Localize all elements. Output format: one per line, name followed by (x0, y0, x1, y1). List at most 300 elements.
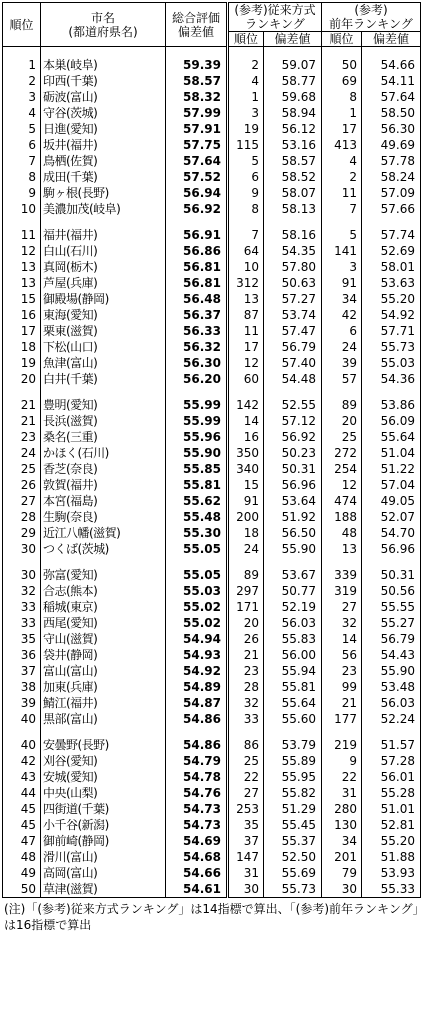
score-cell: 55.90 (166, 445, 228, 461)
rank-cell: 23 (3, 429, 41, 445)
ref2-rank-cell: 8 (322, 89, 362, 105)
spacer-cell (362, 47, 421, 58)
city-cell: 中央(山梨) (41, 785, 166, 801)
rank-cell: 20 (3, 371, 41, 387)
table-row (3, 631, 421, 647)
ref2-rank-cell: 272 (322, 445, 362, 461)
header-city: 市名 (都道府県名) (41, 3, 166, 47)
group-spacer (3, 387, 421, 397)
table-row (3, 275, 421, 291)
ranking-table-container (2, 2, 420, 933)
ref2-value-cell: 56.30 (362, 121, 421, 137)
ref2-value-cell: 49.05 (362, 493, 421, 509)
ref2-value-cell: 55.28 (362, 785, 421, 801)
ref2-value-cell: 56.01 (362, 769, 421, 785)
score-cell: 57.64 (166, 153, 228, 169)
ref1-rank-cell: 20 (228, 615, 264, 631)
table-row (3, 785, 421, 801)
ref1-rank-cell: 24 (228, 541, 264, 557)
score-cell: 54.69 (166, 833, 228, 849)
rank-cell: 10 (3, 201, 41, 217)
table-row (3, 461, 421, 477)
table-row (3, 73, 421, 89)
ref1-rank-cell: 115 (228, 137, 264, 153)
spacer-cell (264, 47, 322, 58)
rank-cell: 8 (3, 169, 41, 185)
ref2-rank-cell: 34 (322, 833, 362, 849)
rank-cell: 5 (3, 121, 41, 137)
ref1-rank-cell: 7 (228, 227, 264, 243)
ref1-value-cell: 59.07 (264, 57, 322, 73)
rank-cell: 49 (3, 865, 41, 881)
spacer-cell (322, 217, 362, 227)
ref1-value-cell: 55.69 (264, 865, 322, 881)
score-cell: 54.73 (166, 801, 228, 817)
rank-cell: 50 (3, 881, 41, 898)
city-cell: 守山(滋賀) (41, 631, 166, 647)
spacer-cell (228, 387, 264, 397)
ref1-rank-cell: 350 (228, 445, 264, 461)
ref1-rank-cell: 60 (228, 371, 264, 387)
ref2-value-cell: 54.43 (362, 647, 421, 663)
rank-cell: 32 (3, 583, 41, 599)
city-cell: 合志(熊本) (41, 583, 166, 599)
ref2-rank-cell: 24 (322, 339, 362, 355)
rank-cell: 35 (3, 631, 41, 647)
ref1-value-cell: 52.55 (264, 397, 322, 413)
spacer-cell (322, 387, 362, 397)
table-row (3, 89, 421, 105)
table-row (3, 243, 421, 259)
ref2-value-cell: 57.09 (362, 185, 421, 201)
table-row (3, 105, 421, 121)
header-score: 総合評価 偏差値 (166, 3, 228, 47)
ref1-value-cell: 50.63 (264, 275, 322, 291)
ref1-rank-cell: 312 (228, 275, 264, 291)
ref1-value-cell: 55.60 (264, 711, 322, 727)
spacer-cell (362, 217, 421, 227)
rank-cell: 33 (3, 615, 41, 631)
ref2-rank-cell: 188 (322, 509, 362, 525)
ref2-rank-cell: 280 (322, 801, 362, 817)
table-row (3, 227, 421, 243)
ref2-rank-cell: 11 (322, 185, 362, 201)
ref1-value-cell: 51.29 (264, 801, 322, 817)
table-row (3, 647, 421, 663)
ref2-rank-cell: 32 (322, 615, 362, 631)
ref2-value-cell: 57.28 (362, 753, 421, 769)
ref2-rank-cell: 5 (322, 227, 362, 243)
score-cell: 55.30 (166, 525, 228, 541)
score-cell: 54.73 (166, 817, 228, 833)
ref2-rank-cell: 34 (322, 291, 362, 307)
ref2-value-cell: 55.33 (362, 881, 421, 898)
ref1-rank-cell: 12 (228, 355, 264, 371)
city-cell: 成田(千葉) (41, 169, 166, 185)
city-cell: 西尾(愛知) (41, 615, 166, 631)
spacer-cell (322, 557, 362, 567)
table-row (3, 849, 421, 865)
city-cell: 御殿場(静岡) (41, 291, 166, 307)
rank-cell: 13 (3, 259, 41, 275)
ref2-rank-cell: 2 (322, 169, 362, 185)
rank-cell: 39 (3, 695, 41, 711)
ref2-value-cell: 55.73 (362, 339, 421, 355)
spacer-cell (362, 387, 421, 397)
score-cell: 56.30 (166, 355, 228, 371)
ref1-value-cell: 57.47 (264, 323, 322, 339)
rank-cell: 4 (3, 105, 41, 121)
ref2-rank-cell: 48 (322, 525, 362, 541)
ref2-rank-cell: 79 (322, 865, 362, 881)
score-cell: 55.05 (166, 567, 228, 583)
ref1-value-cell: 53.79 (264, 737, 322, 753)
ref1-value-cell: 55.37 (264, 833, 322, 849)
city-cell: 鯖江(福井) (41, 695, 166, 711)
score-cell: 57.75 (166, 137, 228, 153)
rank-cell: 30 (3, 567, 41, 583)
city-cell: 白井(千葉) (41, 371, 166, 387)
ref1-value-cell: 52.19 (264, 599, 322, 615)
ref1-rank-cell: 8 (228, 201, 264, 217)
spacer-cell (264, 387, 322, 397)
ref1-value-cell: 55.83 (264, 631, 322, 647)
ref2-value-cell: 57.04 (362, 477, 421, 493)
city-cell: 安曇野(長野) (41, 737, 166, 753)
rank-cell: 27 (3, 493, 41, 509)
ref1-rank-cell: 147 (228, 849, 264, 865)
spacer-cell (41, 387, 166, 397)
table-row (3, 711, 421, 727)
ref2-value-cell: 53.63 (362, 275, 421, 291)
rank-cell: 48 (3, 849, 41, 865)
ref1-rank-cell: 13 (228, 291, 264, 307)
ref1-rank-cell: 19 (228, 121, 264, 137)
ref2-rank-cell: 23 (322, 663, 362, 679)
ref1-rank-cell: 37 (228, 833, 264, 849)
ref2-value-cell: 53.86 (362, 397, 421, 413)
spacer-cell (3, 557, 41, 567)
ref1-rank-cell: 22 (228, 769, 264, 785)
ref2-value-cell: 51.57 (362, 737, 421, 753)
ref1-rank-cell: 5 (228, 153, 264, 169)
score-cell: 55.05 (166, 541, 228, 557)
city-cell: 真岡(栃木) (41, 259, 166, 275)
score-cell: 57.99 (166, 105, 228, 121)
city-cell: 栗東(滋賀) (41, 323, 166, 339)
ref1-value-cell: 52.50 (264, 849, 322, 865)
table-row (3, 137, 421, 153)
city-cell: 加東(兵庫) (41, 679, 166, 695)
ref2-rank-cell: 7 (322, 201, 362, 217)
ref2-rank-cell: 91 (322, 275, 362, 291)
score-cell: 54.78 (166, 769, 228, 785)
city-cell: 稲城(東京) (41, 599, 166, 615)
header-ref1-rank: 順位 (228, 32, 264, 47)
table-row (3, 817, 421, 833)
city-cell: 御前崎(静岡) (41, 833, 166, 849)
ranking-body (3, 47, 421, 898)
spacer-cell (228, 727, 264, 737)
ref2-value-cell: 57.78 (362, 153, 421, 169)
header-ref2-rank: 順位 (322, 32, 362, 47)
ref2-rank-cell: 30 (322, 881, 362, 898)
ref2-rank-cell: 57 (322, 371, 362, 387)
city-cell: 守谷(茨城) (41, 105, 166, 121)
score-cell: 55.03 (166, 583, 228, 599)
score-cell: 54.86 (166, 737, 228, 753)
group-spacer (3, 217, 421, 227)
spacer-cell (362, 557, 421, 567)
spacer-cell (322, 47, 362, 58)
ref1-rank-cell: 28 (228, 679, 264, 695)
rank-cell: 38 (3, 679, 41, 695)
ref1-value-cell: 55.95 (264, 769, 322, 785)
ref2-value-cell: 57.74 (362, 227, 421, 243)
ref2-value-cell: 55.20 (362, 291, 421, 307)
score-cell: 57.52 (166, 169, 228, 185)
spacer-cell (3, 47, 41, 58)
score-cell: 56.20 (166, 371, 228, 387)
rank-cell: 6 (3, 137, 41, 153)
ref1-rank-cell: 16 (228, 429, 264, 445)
ref2-value-cell: 54.11 (362, 73, 421, 89)
city-cell: 本巣(岐阜) (41, 57, 166, 73)
ref2-rank-cell: 56 (322, 647, 362, 663)
ref2-rank-cell: 99 (322, 679, 362, 695)
city-cell: 香芝(奈良) (41, 461, 166, 477)
rank-cell: 42 (3, 753, 41, 769)
header-rank: 順位 (3, 3, 41, 47)
score-cell: 54.61 (166, 881, 228, 898)
ref2-value-cell: 56.09 (362, 413, 421, 429)
table-row (3, 567, 421, 583)
table-row (3, 679, 421, 695)
table-row (3, 291, 421, 307)
ref1-rank-cell: 1 (228, 89, 264, 105)
score-cell: 55.02 (166, 615, 228, 631)
rank-cell: 43 (3, 769, 41, 785)
rank-cell: 17 (3, 323, 41, 339)
rank-cell: 13 (3, 275, 41, 291)
ref1-value-cell: 55.94 (264, 663, 322, 679)
city-cell: 白山(石川) (41, 243, 166, 259)
rank-cell: 21 (3, 397, 41, 413)
city-cell: つくば(茨城) (41, 541, 166, 557)
ref1-rank-cell: 17 (228, 339, 264, 355)
ref1-value-cell: 51.92 (264, 509, 322, 525)
ref1-value-cell: 55.81 (264, 679, 322, 695)
spacer-cell (264, 217, 322, 227)
group-spacer (3, 727, 421, 737)
city-cell: 豊明(愛知) (41, 397, 166, 413)
score-cell: 54.79 (166, 753, 228, 769)
score-cell: 55.02 (166, 599, 228, 615)
ref1-rank-cell: 35 (228, 817, 264, 833)
city-cell: 滑川(富山) (41, 849, 166, 865)
city-cell: 生駒(奈良) (41, 509, 166, 525)
table-row (3, 201, 421, 217)
ref2-rank-cell: 17 (322, 121, 362, 137)
ref2-rank-cell: 89 (322, 397, 362, 413)
table-row (3, 695, 421, 711)
rank-cell: 2 (3, 73, 41, 89)
ref2-value-cell: 52.24 (362, 711, 421, 727)
ref1-rank-cell: 91 (228, 493, 264, 509)
ref2-value-cell: 58.50 (362, 105, 421, 121)
city-cell: 高岡(富山) (41, 865, 166, 881)
ref2-value-cell: 55.64 (362, 429, 421, 445)
ref2-value-cell: 57.66 (362, 201, 421, 217)
ref2-rank-cell: 31 (322, 785, 362, 801)
spacer-cell (166, 47, 228, 58)
ref2-rank-cell: 42 (322, 307, 362, 323)
rank-cell: 15 (3, 291, 41, 307)
rank-cell: 16 (3, 307, 41, 323)
ref1-rank-cell: 297 (228, 583, 264, 599)
ref1-rank-cell: 11 (228, 323, 264, 339)
ref1-rank-cell: 32 (228, 695, 264, 711)
spacer-cell (166, 557, 228, 567)
ref2-rank-cell: 9 (322, 753, 362, 769)
table-row (3, 169, 421, 185)
spacer-cell (41, 217, 166, 227)
ref1-rank-cell: 15 (228, 477, 264, 493)
rank-cell: 18 (3, 339, 41, 355)
city-cell: 芦屋(兵庫) (41, 275, 166, 291)
rank-cell: 3 (3, 89, 41, 105)
city-cell: 福井(福井) (41, 227, 166, 243)
header-ref2: (参考) 前年ランキング (322, 3, 421, 32)
ref1-value-cell: 56.50 (264, 525, 322, 541)
ref1-rank-cell: 21 (228, 647, 264, 663)
score-cell: 56.81 (166, 275, 228, 291)
ref2-value-cell: 57.71 (362, 323, 421, 339)
ref2-rank-cell: 39 (322, 355, 362, 371)
city-cell: 印西(千葉) (41, 73, 166, 89)
ref2-value-cell: 56.03 (362, 695, 421, 711)
table-row (3, 737, 421, 753)
spacer-cell (264, 557, 322, 567)
table-row (3, 445, 421, 461)
ref2-rank-cell: 20 (322, 413, 362, 429)
ref2-value-cell: 53.48 (362, 679, 421, 695)
city-cell: 桑名(三重) (41, 429, 166, 445)
city-cell: 鳥栖(佐賀) (41, 153, 166, 169)
ref1-value-cell: 50.77 (264, 583, 322, 599)
city-cell: 東海(愛知) (41, 307, 166, 323)
ref1-value-cell: 50.23 (264, 445, 322, 461)
city-cell: 小千谷(新潟) (41, 817, 166, 833)
table-row (3, 397, 421, 413)
table-row (3, 525, 421, 541)
ref1-value-cell: 58.07 (264, 185, 322, 201)
spacer-cell (41, 47, 166, 58)
rank-cell: 45 (3, 817, 41, 833)
footnote: (注)「(参考)従来方式ランキング」は14指標で算出、「(参考)前年ランキング」は16指標で算出 (4, 902, 419, 932)
table-row (3, 753, 421, 769)
rank-cell: 40 (3, 737, 41, 753)
ref2-value-cell: 51.88 (362, 849, 421, 865)
ref2-rank-cell: 413 (322, 137, 362, 153)
ref2-value-cell: 50.31 (362, 567, 421, 583)
ref1-rank-cell: 10 (228, 259, 264, 275)
header-ref1: (参考)従来方式 ランキング (228, 3, 322, 32)
header-ref2-value: 偏差値 (362, 32, 421, 47)
rank-cell: 44 (3, 785, 41, 801)
spacer-cell (166, 217, 228, 227)
score-cell: 54.86 (166, 711, 228, 727)
spacer-cell (228, 217, 264, 227)
rank-cell: 7 (3, 153, 41, 169)
ref2-rank-cell: 14 (322, 631, 362, 647)
city-cell: 駒ヶ根(長野) (41, 185, 166, 201)
rank-cell: 40 (3, 711, 41, 727)
spacer-cell (228, 47, 264, 58)
rank-cell: 37 (3, 663, 41, 679)
spacer-cell (166, 727, 228, 737)
ref1-rank-cell: 27 (228, 785, 264, 801)
score-cell: 55.96 (166, 429, 228, 445)
table-row (3, 477, 421, 493)
ref1-rank-cell: 87 (228, 307, 264, 323)
score-cell: 54.89 (166, 679, 228, 695)
rank-cell: 11 (3, 227, 41, 243)
ref1-rank-cell: 26 (228, 631, 264, 647)
ref2-value-cell: 53.93 (362, 865, 421, 881)
ref2-rank-cell: 219 (322, 737, 362, 753)
ref1-value-cell: 57.80 (264, 259, 322, 275)
ref2-value-cell: 51.01 (362, 801, 421, 817)
ref2-value-cell: 56.96 (362, 541, 421, 557)
score-cell: 54.92 (166, 663, 228, 679)
table-row (3, 583, 421, 599)
table-row (3, 185, 421, 201)
ref1-value-cell: 55.73 (264, 881, 322, 898)
rank-cell: 25 (3, 461, 41, 477)
table-row (3, 259, 421, 275)
ref2-value-cell: 50.56 (362, 583, 421, 599)
ref1-value-cell: 53.67 (264, 567, 322, 583)
ref1-value-cell: 57.27 (264, 291, 322, 307)
ref1-value-cell: 54.48 (264, 371, 322, 387)
city-cell: 安城(愛知) (41, 769, 166, 785)
score-cell: 56.48 (166, 291, 228, 307)
table-row (3, 801, 421, 817)
ref1-value-cell: 58.52 (264, 169, 322, 185)
city-cell: 敦賀(福井) (41, 477, 166, 493)
table-row (3, 339, 421, 355)
ref2-value-cell: 58.24 (362, 169, 421, 185)
table-row (3, 833, 421, 849)
ref2-value-cell: 51.04 (362, 445, 421, 461)
ref1-value-cell: 56.92 (264, 429, 322, 445)
ref1-rank-cell: 18 (228, 525, 264, 541)
ref2-value-cell: 52.81 (362, 817, 421, 833)
score-cell: 54.76 (166, 785, 228, 801)
score-cell: 59.39 (166, 57, 228, 73)
ref1-rank-cell: 64 (228, 243, 264, 259)
ref2-rank-cell: 22 (322, 769, 362, 785)
score-cell: 56.81 (166, 259, 228, 275)
city-cell: 本宮(福島) (41, 493, 166, 509)
ref1-value-cell: 56.79 (264, 339, 322, 355)
score-cell: 57.91 (166, 121, 228, 137)
table-row (3, 541, 421, 557)
ref1-rank-cell: 200 (228, 509, 264, 525)
spacer-cell (322, 727, 362, 737)
ref1-value-cell: 50.31 (264, 461, 322, 477)
